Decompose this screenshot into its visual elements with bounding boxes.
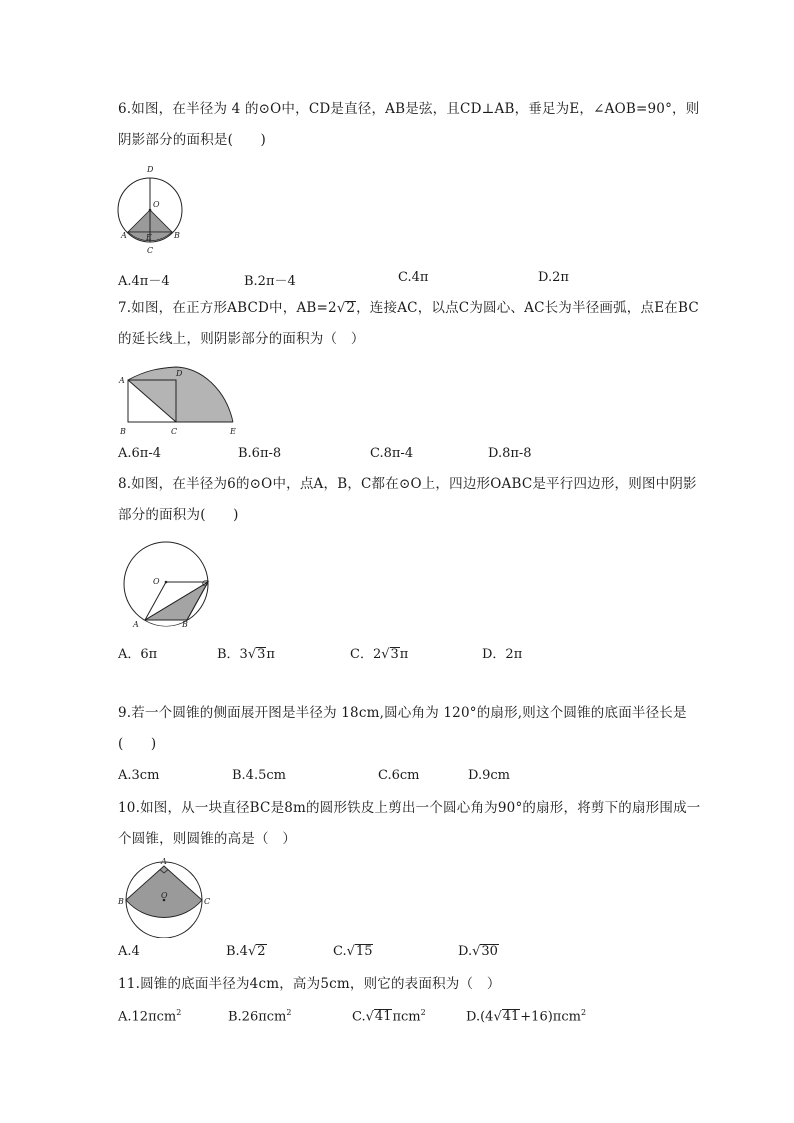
q10-label-a: A bbox=[161, 857, 167, 866]
q7-stem-post: ，连接AC，以点C为圆心、AC长为半径画弧，点E在BC的延长线上，则阴影部分的面积为（ ） bbox=[118, 300, 699, 347]
q7-label-d: D bbox=[176, 369, 183, 378]
q9-option-a[interactable]: A.3cm bbox=[118, 768, 160, 783]
question-7-options bbox=[118, 446, 718, 466]
q6-option-b[interactable]: B.2π－4 bbox=[244, 274, 296, 289]
question-10-options bbox=[118, 944, 718, 964]
q10-label-b: B bbox=[118, 897, 124, 906]
q8-option-d[interactable]: D．2π bbox=[482, 647, 523, 662]
q10-label-o: O bbox=[161, 891, 168, 900]
q7-option-b[interactable]: B.6π-8 bbox=[238, 446, 282, 461]
figure-q7-square-arc bbox=[116, 364, 242, 438]
q7-stem-pre: 7.如图，在正方形ABCD中，AB=2 bbox=[118, 300, 337, 316]
q9-option-d[interactable]: D.9cm bbox=[468, 768, 510, 783]
q6-label-o: O bbox=[153, 200, 160, 209]
q6-label-e: E bbox=[146, 233, 152, 242]
q6-label-c: C bbox=[147, 246, 154, 255]
figure-q10-circle-sector bbox=[114, 856, 214, 938]
figure-q6-circle bbox=[114, 160, 186, 258]
q11-option-b[interactable]: B.26πcm$^2$ bbox=[228, 1008, 292, 1025]
q6-label-b: B bbox=[174, 231, 180, 240]
q7-label-e: E bbox=[230, 427, 236, 436]
question-10-stem: 10.如图，从一块直径BC是8m的圆形铁皮上剪出一个圆心角为90°的扇形，将剪下的扇形围成一个圆锥，则圆锥的高是（ ） bbox=[118, 800, 701, 847]
q8-label-o: O bbox=[153, 577, 160, 586]
question-6-options bbox=[118, 270, 718, 290]
q8-option-a[interactable]: A．6π bbox=[118, 647, 158, 662]
q8-option-b[interactable]: B．3√3π bbox=[217, 647, 275, 662]
q11-option-c[interactable]: C.√41πcm$^2$ bbox=[352, 1008, 426, 1025]
q8-label-a: A bbox=[133, 620, 139, 629]
question-9-options bbox=[118, 768, 718, 788]
q7-option-a[interactable]: A.6π-4 bbox=[118, 446, 161, 461]
q8-label-b: B bbox=[182, 620, 188, 629]
figure-q8-circle bbox=[116, 540, 216, 632]
q9-option-b[interactable]: B.4.5cm bbox=[232, 768, 286, 783]
question-8-stem: 8.如图，在半径为6的⊙O中，点A，B，C都在⊙O上，四边形OABC是平行四边形，则图中阴影部分的面积为( ) bbox=[118, 476, 697, 523]
question-11-stem: 11.圆锥的底面半径为4cm，高为5cm，则它的表面积为（ ） bbox=[118, 976, 501, 992]
question-6-stem: 6.如图，在半径为 4 的⊙O中，CD是直径，AB是弦，且CD⊥AB，垂足为E，∠AOB=90°，则阴影部分的面积是( ) bbox=[118, 101, 700, 148]
q10-option-a[interactable]: A.4 bbox=[118, 944, 140, 959]
q6-option-a[interactable]: A.4π－4 bbox=[118, 274, 170, 289]
q9-option-c[interactable]: C.6cm bbox=[378, 768, 420, 783]
q7-stem-radical: 2 bbox=[346, 300, 356, 316]
q7-label-b: B bbox=[120, 427, 126, 436]
q6-option-d[interactable]: D.2π bbox=[538, 270, 569, 285]
q10-label-c: C bbox=[204, 897, 211, 906]
q6-option-c[interactable]: C.4π bbox=[398, 270, 429, 285]
q11-option-d[interactable]: D.(4√41+16)πcm$^2$ bbox=[466, 1008, 587, 1025]
q10-option-b[interactable]: B.4√2 bbox=[226, 944, 266, 959]
q6-label-d: D bbox=[147, 165, 154, 174]
q7-label-c: C bbox=[171, 427, 178, 436]
question-11-options bbox=[118, 1008, 718, 1028]
q7-option-d[interactable]: D.8π-8 bbox=[488, 446, 532, 461]
q8-option-c[interactable]: C．2√3π bbox=[350, 647, 409, 662]
question-9-stem: 9.若一个圆锥的侧面展开图是半径为 18cm,圆心角为 120°的扇形,则这个圆锥的底面半径长是( ) bbox=[118, 705, 687, 752]
question-8-options bbox=[118, 643, 718, 663]
q10-option-d[interactable]: D.√30 bbox=[458, 944, 498, 959]
q11-option-a[interactable]: A.12πcm$^2$ bbox=[118, 1008, 182, 1025]
q10-option-c[interactable]: C.√15 bbox=[333, 944, 373, 959]
question-7-stem: 7.如图，在正方形ABCD中，AB=2√2，连接AC，以点C为圆心、AC长为半径画弧，点E在BC的延长线上，则阴影部分的面积为（ ） bbox=[118, 300, 699, 347]
q6-label-a: A bbox=[121, 231, 127, 240]
q7-label-a: A bbox=[119, 376, 125, 385]
q8-label-c: C bbox=[202, 579, 209, 588]
q7-option-c[interactable]: C.8π-4 bbox=[370, 446, 414, 461]
